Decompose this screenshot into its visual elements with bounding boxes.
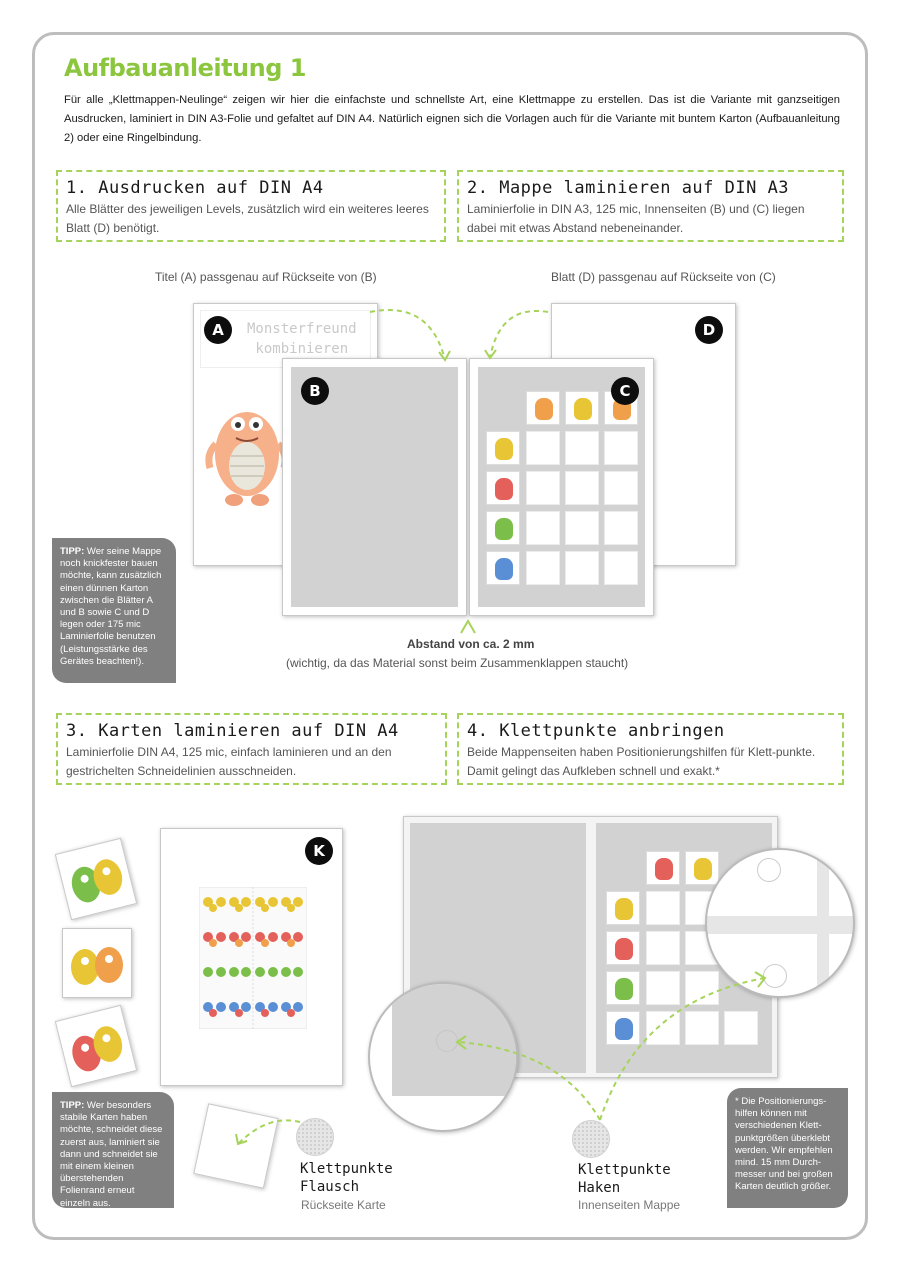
sheet-b (282, 358, 467, 616)
sheet-a-title (247, 319, 357, 359)
tip-1-label: TIPP: (60, 546, 85, 557)
placement-arrows (360, 300, 560, 370)
tip-box-2 (52, 1092, 174, 1208)
step-1-box (56, 170, 446, 242)
card-sheet-preview (199, 887, 307, 1029)
grid-cell (526, 551, 560, 585)
sheet-c (469, 358, 654, 616)
monster-card (486, 511, 520, 545)
velcro-hook-sub: Innenseiten Mappe (578, 1198, 681, 1212)
badge-d: D (695, 316, 723, 344)
step-4-text: Beide Mappenseiten haben Positionierungshilfen für Klett-punkte. Damit gelingt das Aufkleben schnell und exakt.* (467, 745, 816, 778)
monster-pair-icon (63, 929, 131, 997)
monster-card (486, 431, 520, 465)
magnified-dot-marker (757, 858, 781, 882)
grid-cell (526, 431, 560, 465)
intro-paragraph: Für alle „Klettmappen-Neulinge“ zeigen wir hier die einfachste und schnellste Art, eine Klettmappe zu erstellen. Das ist die Variante mit ganzseitigen Ausdrucken, laminiert in DIN A3-Folie und gefaltet auf DIN A4. Natürlich eignen sich die Vorlagen auch für die Variante mit buntem Karton (Aufbauanleitung 2) oder eine Ringelbindung. (64, 94, 840, 144)
magnified-cell (829, 934, 855, 998)
grid-cell (526, 471, 560, 505)
step-1-heading: 1. Ausdrucken auf DIN A4 (66, 178, 324, 198)
monster-card (646, 851, 680, 885)
tip-2-text: Wer besonders stabile Karten haben möchte, schneidet diese zuerst aus, laminiert sie dann und schneidet sie mit einem kleinen überstehenden Folienrand erneut einzeln aus. (60, 1100, 163, 1209)
monster-card (606, 891, 640, 925)
gap-label: Abstand von ca. 2 mm (407, 637, 535, 651)
grid-cell (604, 551, 638, 585)
monster-pair-icon (56, 1006, 136, 1086)
gap-note: (wichtig, da das Material sonst beim Zusammenklappen staucht) (286, 656, 629, 670)
grid-cell (565, 431, 599, 465)
badge-b: B (301, 377, 329, 405)
grid-cell (565, 551, 599, 585)
caption-title-a: Titel (A) passgenau auf Rückseite von (B) (155, 270, 377, 284)
step-3-text: Laminierfolie DIN A4, 125 mic, einfach laminieren und an den gestrichelten Schneidelinien ausschneiden. (66, 745, 392, 778)
step-3-box (56, 713, 447, 785)
velcro-hook-line2: Haken (578, 1180, 621, 1196)
gap-marker-icon (458, 618, 478, 634)
step-2-text: Laminierfolie in DIN A3, 125 mic, Innenseiten (B) und (C) liegen dabei mit etwas Abstand nebeneinander. (467, 202, 805, 235)
velcro-soft-label (300, 1160, 393, 1196)
positioning-note: * Die Positionierungs-hilfen können mit verschiedenen Klett-punktgrößen überklebt werden. Wir empfehlen mind. 15 mm Durch-messer und bei großen Karten deutlich größer. (727, 1088, 848, 1208)
monster-pair-icon (56, 839, 136, 919)
step-3-heading: 3. Karten laminieren auf DIN A4 (66, 721, 399, 741)
velcro-hook-label (578, 1161, 671, 1197)
grid-cell (526, 511, 560, 545)
magnified-cell (829, 850, 855, 916)
badge-k: K (305, 837, 333, 865)
velcro-soft-sub: Rückseite Karte (301, 1198, 386, 1212)
grid-cell (565, 511, 599, 545)
velcro-soft-line2: Flausch (300, 1179, 360, 1195)
sheet-k (160, 828, 343, 1086)
step-2-heading: 2. Mappe laminieren auf DIN A3 (467, 178, 790, 198)
badge-a: A (204, 316, 232, 344)
step-4-box (457, 713, 844, 785)
orange-monster-illustration (202, 384, 292, 514)
grid-cell (604, 511, 638, 545)
sheet-a-title-line2: kombinieren (255, 341, 349, 357)
badge-c: C (611, 377, 639, 405)
sheet-a-title-line1: Monsterfreund (247, 321, 357, 337)
monster-card (486, 551, 520, 585)
monster-card (486, 471, 520, 505)
page-title: Aufbauanleitung 1 (64, 54, 306, 82)
monster-card (565, 391, 599, 425)
step-2-box (457, 170, 844, 242)
grid-cell (565, 471, 599, 505)
grid-cell (604, 431, 638, 465)
step-4-heading: 4. Klettpunkte anbringen (467, 721, 725, 741)
tip-2-label: TIPP: (60, 1100, 85, 1111)
grid-cell (604, 471, 638, 505)
velcro-hook-line1: Klettpunkte (578, 1162, 671, 1178)
monster-card-straight (62, 928, 132, 998)
grid-cell (646, 891, 680, 925)
tip-1-text: Wer seine Mappe noch knickfester bauen möchte, kann zusätzlich einen dünnen Karton zwischen die Blätter A und B sowie C und D legen oder 175 mic Laminierfolie benutzen (Leistungsstärke des Gerätes beachten!). (60, 546, 162, 667)
caption-sheet-d: Blatt (D) passgenau auf Rückseite von (C) (551, 270, 776, 284)
step-1-text: Alle Blätter des jeweiligen Levels, zusätzlich wird ein weiteres leeres Blatt (D) benötigt. (66, 202, 429, 235)
tip-box-1 (52, 538, 176, 683)
velcro-arrow-soft (228, 1112, 308, 1152)
velcro-soft-line1: Klettpunkte (300, 1161, 393, 1177)
monster-card (526, 391, 560, 425)
